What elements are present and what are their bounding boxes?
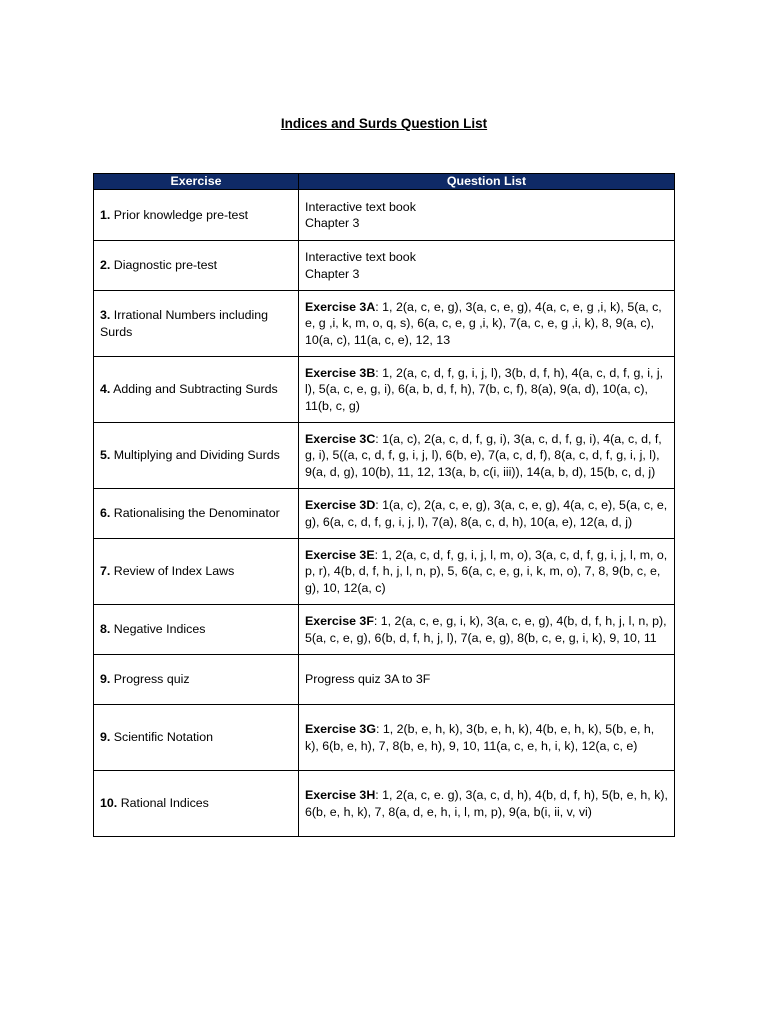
table-row: [94, 190, 675, 241]
question-cell: [299, 655, 675, 705]
question-text: Progress quiz 3A to 3F: [305, 672, 431, 687]
exercise-cell: [94, 705, 299, 771]
table-row: [94, 705, 675, 771]
row-number: 2.: [100, 258, 111, 273]
exercise-label: Exercise 3D: [305, 498, 376, 512]
question-cell: [299, 357, 675, 423]
row-number: 3.: [100, 308, 111, 322]
table-row: [94, 423, 675, 489]
table-row: [94, 241, 675, 291]
exercise-cell: [94, 291, 299, 357]
table-row: [94, 357, 675, 423]
row-number: 4.: [100, 382, 111, 397]
exercise-cell: [94, 489, 299, 539]
table-row: [94, 771, 675, 837]
question-cell: [299, 705, 675, 771]
exercise-cell: [94, 771, 299, 837]
exercise-name: Review of Index Laws: [113, 564, 235, 579]
question-numbers: : 1, 2(a, c, d, f, g, i, j, l, m, o), 3(a, c, d, f, g, i, j, l, m, o, p, r), 4(b, d, f, h, j, l, n, p), 5, 6(a, c, e, g, i, k, m, o), 7, 8, 9(b, c, e, g), 10, 12(a, c): [305, 547, 668, 595]
exercise-label: Exercise 3C: [305, 431, 376, 446]
exercise-cell: [94, 241, 299, 291]
question-numbers: : 1(a, c), 2(a, c, d, f, g, i), 3(a, c, d, f, g, i), 4(a, c, d, f, g, i), 5((a, c, d, f, g, i, j, l), 6(b, e), 7(a, c, d, f), 8(a, c, d, f, g, i, j, l), 9(a, d, g), 10(b), 11, 12, 13(a, b, c(i, iii)), 14(a, b, d), 15(b, c, d, j): [305, 431, 662, 479]
exercise-cell: [94, 605, 299, 655]
table-row: [94, 605, 675, 655]
table-row: [94, 489, 675, 539]
question-cell: [299, 539, 675, 605]
table-row: [94, 539, 675, 605]
exercise-name: Adding and Subtracting Surds: [113, 382, 278, 397]
exercise-name: Multiplying and Dividing Surds: [113, 448, 280, 463]
question-cell: [299, 489, 675, 539]
row-number: 6.: [100, 506, 111, 521]
question-numbers: : 1(a, c), 2(a, c, e, g), 3(a, c, e, g), 4(a, c, e), 5(a, c, e, g), 6(a, c, d, f, g, i, j, l), 7(a), 8(a, c, d, h), 10(a, e), 12(a, d, j): [305, 498, 668, 529]
exercise-label: Exercise 3F: [305, 614, 374, 628]
row-number: 8.: [100, 622, 111, 637]
exercise-name: Negative Indices: [113, 622, 206, 637]
exercise-name: Diagnostic pre-test: [113, 258, 218, 273]
header-question-list: Question List: [299, 174, 675, 190]
question-cell: [299, 291, 675, 357]
question-numbers: : 1, 2(a, c, e. g), 3(a, c, d, h), 4(b, d, f, h), 5(b, e, h, k), 6(b, e, h, k), 7, 8(a, d, e, h, i, l, m, p), 9(a, b(i, ii, v, vi): [305, 788, 668, 819]
exercise-label: Exercise 3G: [305, 722, 376, 736]
exercise-name: Progress quiz: [113, 672, 190, 687]
row-number: 1.: [100, 207, 111, 222]
question-numbers: : 1, 2(a, c, d, f, g, i, j, l), 3(b, d, f, h), 4(a, c, d, f, g, i, j, l), 5(a, c, e, g, i), 6(a, b, d, f, h), 7(b, c, f), 8(a), 9(a, d), 10(a, c), 11(b, c, g): [305, 365, 664, 413]
question-cell: [299, 605, 675, 655]
exercise-name: Rationalising the Denominator: [113, 506, 280, 521]
table-row: [94, 291, 675, 357]
question-numbers: : 1, 2(b, e, h, k), 3(b, e, h, k), 4(b, e, h, k), 5(b, e, h, k), 6(b, e, h), 7, 8(b, e, h), 9, 10, 11(a, c, e, h, i, k), 12(a, c, e): [305, 722, 655, 753]
question-line: Chapter 3: [305, 266, 360, 281]
exercise-cell: [94, 539, 299, 605]
question-line: Interactive text book: [305, 250, 416, 264]
exercise-cell: [94, 190, 299, 241]
exercise-name: Irrational Numbers including Surds: [100, 308, 269, 339]
row-number: 5.: [100, 448, 111, 463]
row-number: 7.: [100, 564, 111, 579]
question-line: Chapter 3: [305, 216, 360, 230]
exercise-label: Exercise 3A: [305, 299, 376, 314]
question-cell: [299, 423, 675, 489]
header-exercise: Exercise: [94, 174, 299, 190]
exercise-cell: [94, 357, 299, 423]
row-number: 9.: [100, 730, 111, 745]
exercise-name: Scientific Notation: [113, 730, 213, 745]
table-row: [94, 655, 675, 705]
question-cell: [299, 241, 675, 291]
exercise-name: Rational Indices: [120, 796, 209, 811]
question-list-table: [93, 173, 675, 837]
row-number: 9.: [100, 672, 111, 687]
row-number: 10.: [100, 796, 118, 811]
table-header-row: [94, 174, 675, 190]
exercise-label: Exercise 3H: [305, 788, 376, 802]
question-line: Interactive text book: [305, 199, 416, 214]
question-cell: [299, 190, 675, 241]
exercise-cell: [94, 655, 299, 705]
exercise-name: Prior knowledge pre-test: [113, 207, 249, 222]
exercise-cell: [94, 423, 299, 489]
exercise-label: Exercise 3E: [305, 547, 375, 562]
question-cell: [299, 771, 675, 837]
question-numbers: : 1, 2(a, c, e, g, i, k), 3(a, c, e, g), 4(b, d, f, h, j, l, n, p), 5(a, c, e, g), 6(b, d, f, h, j, l), 7(a, e, g), 8(b, c, e, g, i, k), 9, 10, 11: [305, 614, 667, 645]
document-title: Indices and Surds Question List: [280, 116, 488, 131]
exercise-label: Exercise 3B: [305, 365, 376, 380]
question-numbers: : 1, 2(a, c, e, g), 3(a, c, e, g), 4(a, c, e, g ,i, k), 5(a, c, e, g ,i, k, m, o, q, s), 6(a, c, e, g ,i, k), 7(a, c, e, g ,i, k), 8, 9(a, c), 10(a, c), 11(a, c, e), 12, 13: [305, 299, 662, 347]
